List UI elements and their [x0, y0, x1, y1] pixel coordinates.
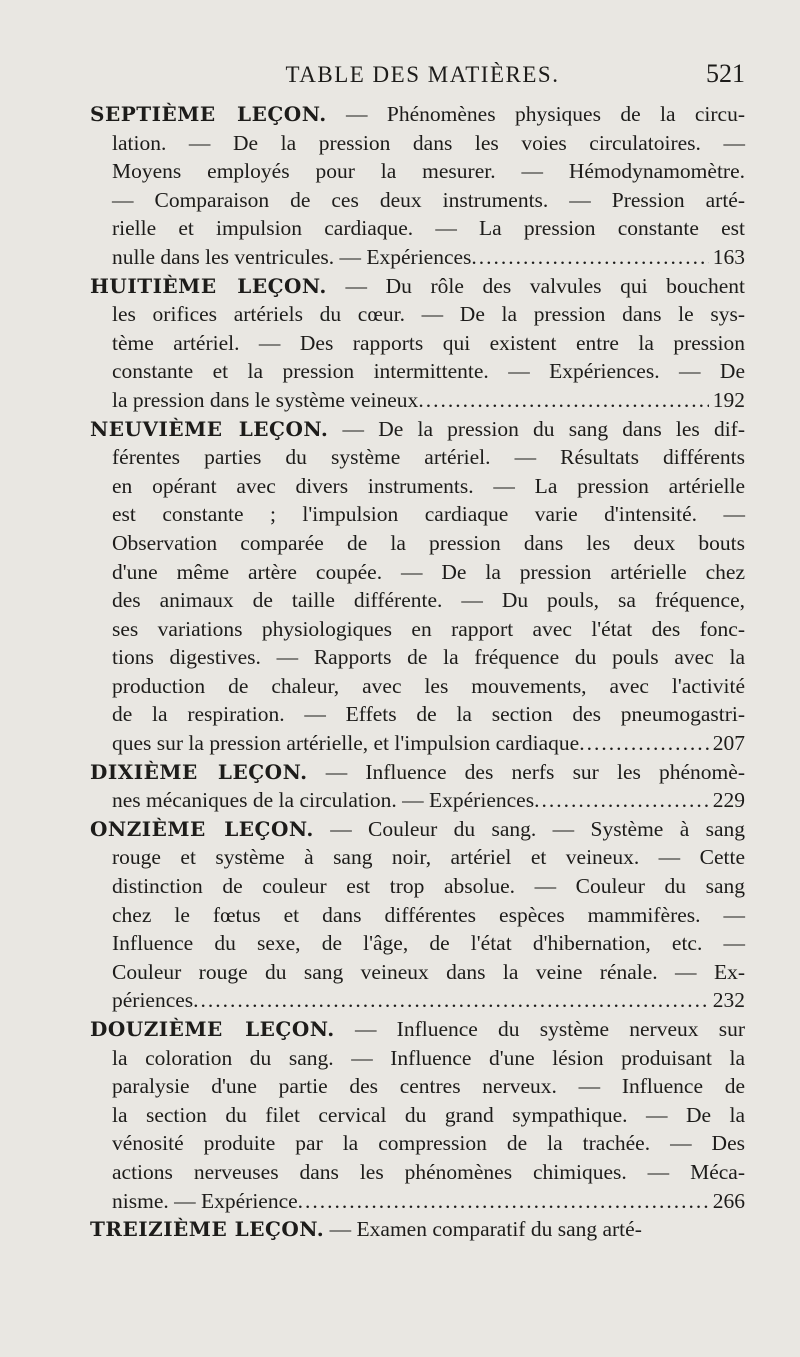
toc-page-number: 192 [712, 387, 745, 412]
toc-line [90, 786, 745, 815]
toc-line [90, 1015, 745, 1044]
toc-line [90, 157, 745, 186]
toc-text: périences [112, 988, 194, 1013]
toc-line [90, 843, 745, 872]
lesson-heading: DOUZIÈME LEÇON. [90, 1017, 335, 1041]
toc-text: Observation comparée de la pression dans les deux bouts [112, 530, 745, 555]
toc-line [90, 643, 745, 672]
toc-line [90, 272, 745, 301]
toc-text: — Comparaison de ces deux instruments. — Pression arté- [112, 187, 745, 212]
toc-line [90, 901, 745, 930]
toc-text: nes mécaniques de la circulation. — Expériences [112, 788, 535, 813]
toc-line [90, 815, 745, 844]
toc-text: — Influence des nerfs sur les phénomè- [307, 759, 745, 784]
toc-page-number: 229 [712, 788, 745, 813]
toc-text: rielle et impulsion cardiaque. — La pression constante est [112, 216, 745, 241]
dot-leader [298, 1187, 709, 1216]
toc-line-text [112, 386, 418, 415]
toc-line [90, 186, 745, 215]
toc-line [90, 929, 745, 958]
toc-text: distinction de couleur est trop absolue. — Couleur du sang [112, 874, 745, 899]
dot-leader [471, 243, 708, 272]
toc-line [90, 700, 745, 729]
toc-line [90, 1187, 745, 1216]
toc-text: la coloration du sang. — Influence d'une lésion produisant la [112, 1045, 745, 1070]
toc-text: — Influence du système nerveux sur [334, 1017, 745, 1041]
toc-text: nisme. — Expérience [112, 1188, 298, 1213]
toc-text: tions digestives. — Rapports de la fréquence du pouls avec la [112, 645, 745, 670]
toc-text: lation. — De la pression dans les voies circulatoires. — [112, 130, 745, 155]
toc-text: la section du filet cervical du grand sympathique. — De la [112, 1102, 745, 1127]
toc-line [90, 758, 745, 787]
toc-entry [90, 758, 745, 815]
lesson-heading: NEUVIÈME LEÇON. [90, 416, 329, 441]
lesson-heading: DIXIÈME LEÇON. [90, 759, 308, 784]
running-head [100, 56, 745, 96]
toc-line [90, 529, 745, 558]
lesson-heading: ONZIÈME LEÇON. [90, 816, 314, 841]
toc-line-text [112, 243, 471, 272]
toc-text: vénosité produite par la compression de la trachée. — Des [112, 1131, 745, 1156]
toc-entry [90, 415, 745, 758]
toc-line [90, 100, 745, 129]
toc-line [90, 329, 745, 358]
toc-line [90, 415, 745, 444]
running-title: TABLE DES MATIÈRES. [285, 62, 560, 87]
toc-text: — De la pression du sang dans les dif- [328, 416, 745, 441]
toc-page-number: 207 [712, 731, 745, 756]
toc-text: est constante ; l'impulsion cardiaque varie d'intensité. — [112, 502, 745, 527]
toc-page-number: 232 [712, 988, 745, 1013]
toc-line [90, 500, 745, 529]
toc-entry [90, 815, 745, 1015]
toc-text: de la respiration. — Effets de la section des pneumogastri- [112, 702, 745, 727]
table-of-contents [90, 100, 745, 1244]
lesson-heading: HUITIÈME LEÇON. [90, 273, 327, 298]
toc-line [90, 1129, 745, 1158]
toc-line [90, 615, 745, 644]
toc-text: actions nerveuses dans les phénomènes chimiques. — Méca- [112, 1159, 745, 1184]
toc-line [90, 1072, 745, 1101]
toc-text: — Examen comparatif du sang arté- [324, 1217, 642, 1242]
toc-text: — Du rôle des valvules qui bouchent [326, 273, 745, 298]
toc-text: des animaux de taille différente. — Du pouls, sa fréquence, [112, 588, 745, 613]
toc-entry [90, 272, 745, 415]
toc-text: Influence du sexe, de l'âge, de l'état d'hibernation, etc. — [112, 931, 745, 956]
toc-page-number: 163 [712, 244, 745, 269]
toc-text: la pression dans le système veineux [112, 387, 419, 412]
toc-text: férentes parties du système artériel. — Résultats différents [112, 445, 745, 470]
toc-line [90, 1215, 745, 1244]
toc-text: les orifices artériels du cœur. — De la pression dans le sys- [112, 302, 745, 327]
toc-text: chez le fœtus et dans différentes espèces mammifères. — [112, 902, 745, 927]
toc-line [90, 586, 745, 615]
toc-text: en opérant avec divers instruments. — La pression artérielle [112, 473, 745, 498]
toc-line-text [112, 986, 193, 1015]
toc-text: — Couleur du sang. — Système à sang [313, 816, 745, 841]
toc-line-text [112, 1187, 298, 1216]
toc-entry [90, 1215, 745, 1244]
toc-text: — Phénomènes physiques de la circu- [326, 102, 745, 126]
toc-text: constante et la pression intermittente. — Expériences. — De [112, 359, 745, 384]
toc-line [90, 472, 745, 501]
toc-text: ses variations physiologiques en rapport avec l'état des fonc- [112, 616, 745, 641]
toc-page-number: 266 [712, 1188, 745, 1213]
toc-line [90, 986, 745, 1015]
toc-line [90, 729, 745, 758]
toc-line [90, 1101, 745, 1130]
toc-text: rouge et système à sang noir, artériel et veineux. — Cette [112, 845, 745, 870]
toc-line [90, 672, 745, 701]
toc-line [90, 558, 745, 587]
toc-line [90, 357, 745, 386]
dot-leader [579, 729, 709, 758]
toc-text: paralysie d'une partie des centres nerveux. — Influence de [112, 1074, 745, 1099]
toc-line [90, 443, 745, 472]
dot-leader [418, 386, 708, 415]
toc-line-text [112, 786, 534, 815]
toc-line-text [112, 729, 579, 758]
toc-text: tème artériel. — Des rapports qui existent entre la pression [112, 330, 745, 355]
toc-line [90, 1044, 745, 1073]
dot-leader [534, 786, 709, 815]
toc-line [90, 386, 745, 415]
toc-text: Couleur rouge du sang veineux dans la veine rénale. — Ex- [112, 959, 745, 984]
toc-line [90, 958, 745, 987]
lesson-heading: SEPTIÈME LEÇON. [90, 102, 327, 126]
dot-leader [193, 986, 709, 1015]
toc-text: ques sur la pression artérielle, et l'impulsion cardiaque [112, 731, 580, 756]
toc-line [90, 872, 745, 901]
toc-text: nulle dans les ventricules. — Expériences [112, 244, 472, 269]
toc-entry [90, 100, 745, 272]
toc-line [90, 300, 745, 329]
toc-entry [90, 1015, 745, 1215]
lesson-heading: TREIZIÈME LEÇON. [90, 1217, 325, 1242]
toc-line [90, 1158, 745, 1187]
toc-text: d'une même artère coupée. — De la pression artérielle chez [112, 559, 745, 584]
page-number: 521 [706, 59, 745, 88]
toc-line [90, 243, 745, 272]
toc-line [90, 129, 745, 158]
toc-text: Moyens employés pour la mesurer. — Hémodynamomètre. [112, 159, 745, 184]
toc-line [90, 214, 745, 243]
toc-text: production de chaleur, avec les mouvements, avec l'activité [112, 673, 745, 698]
